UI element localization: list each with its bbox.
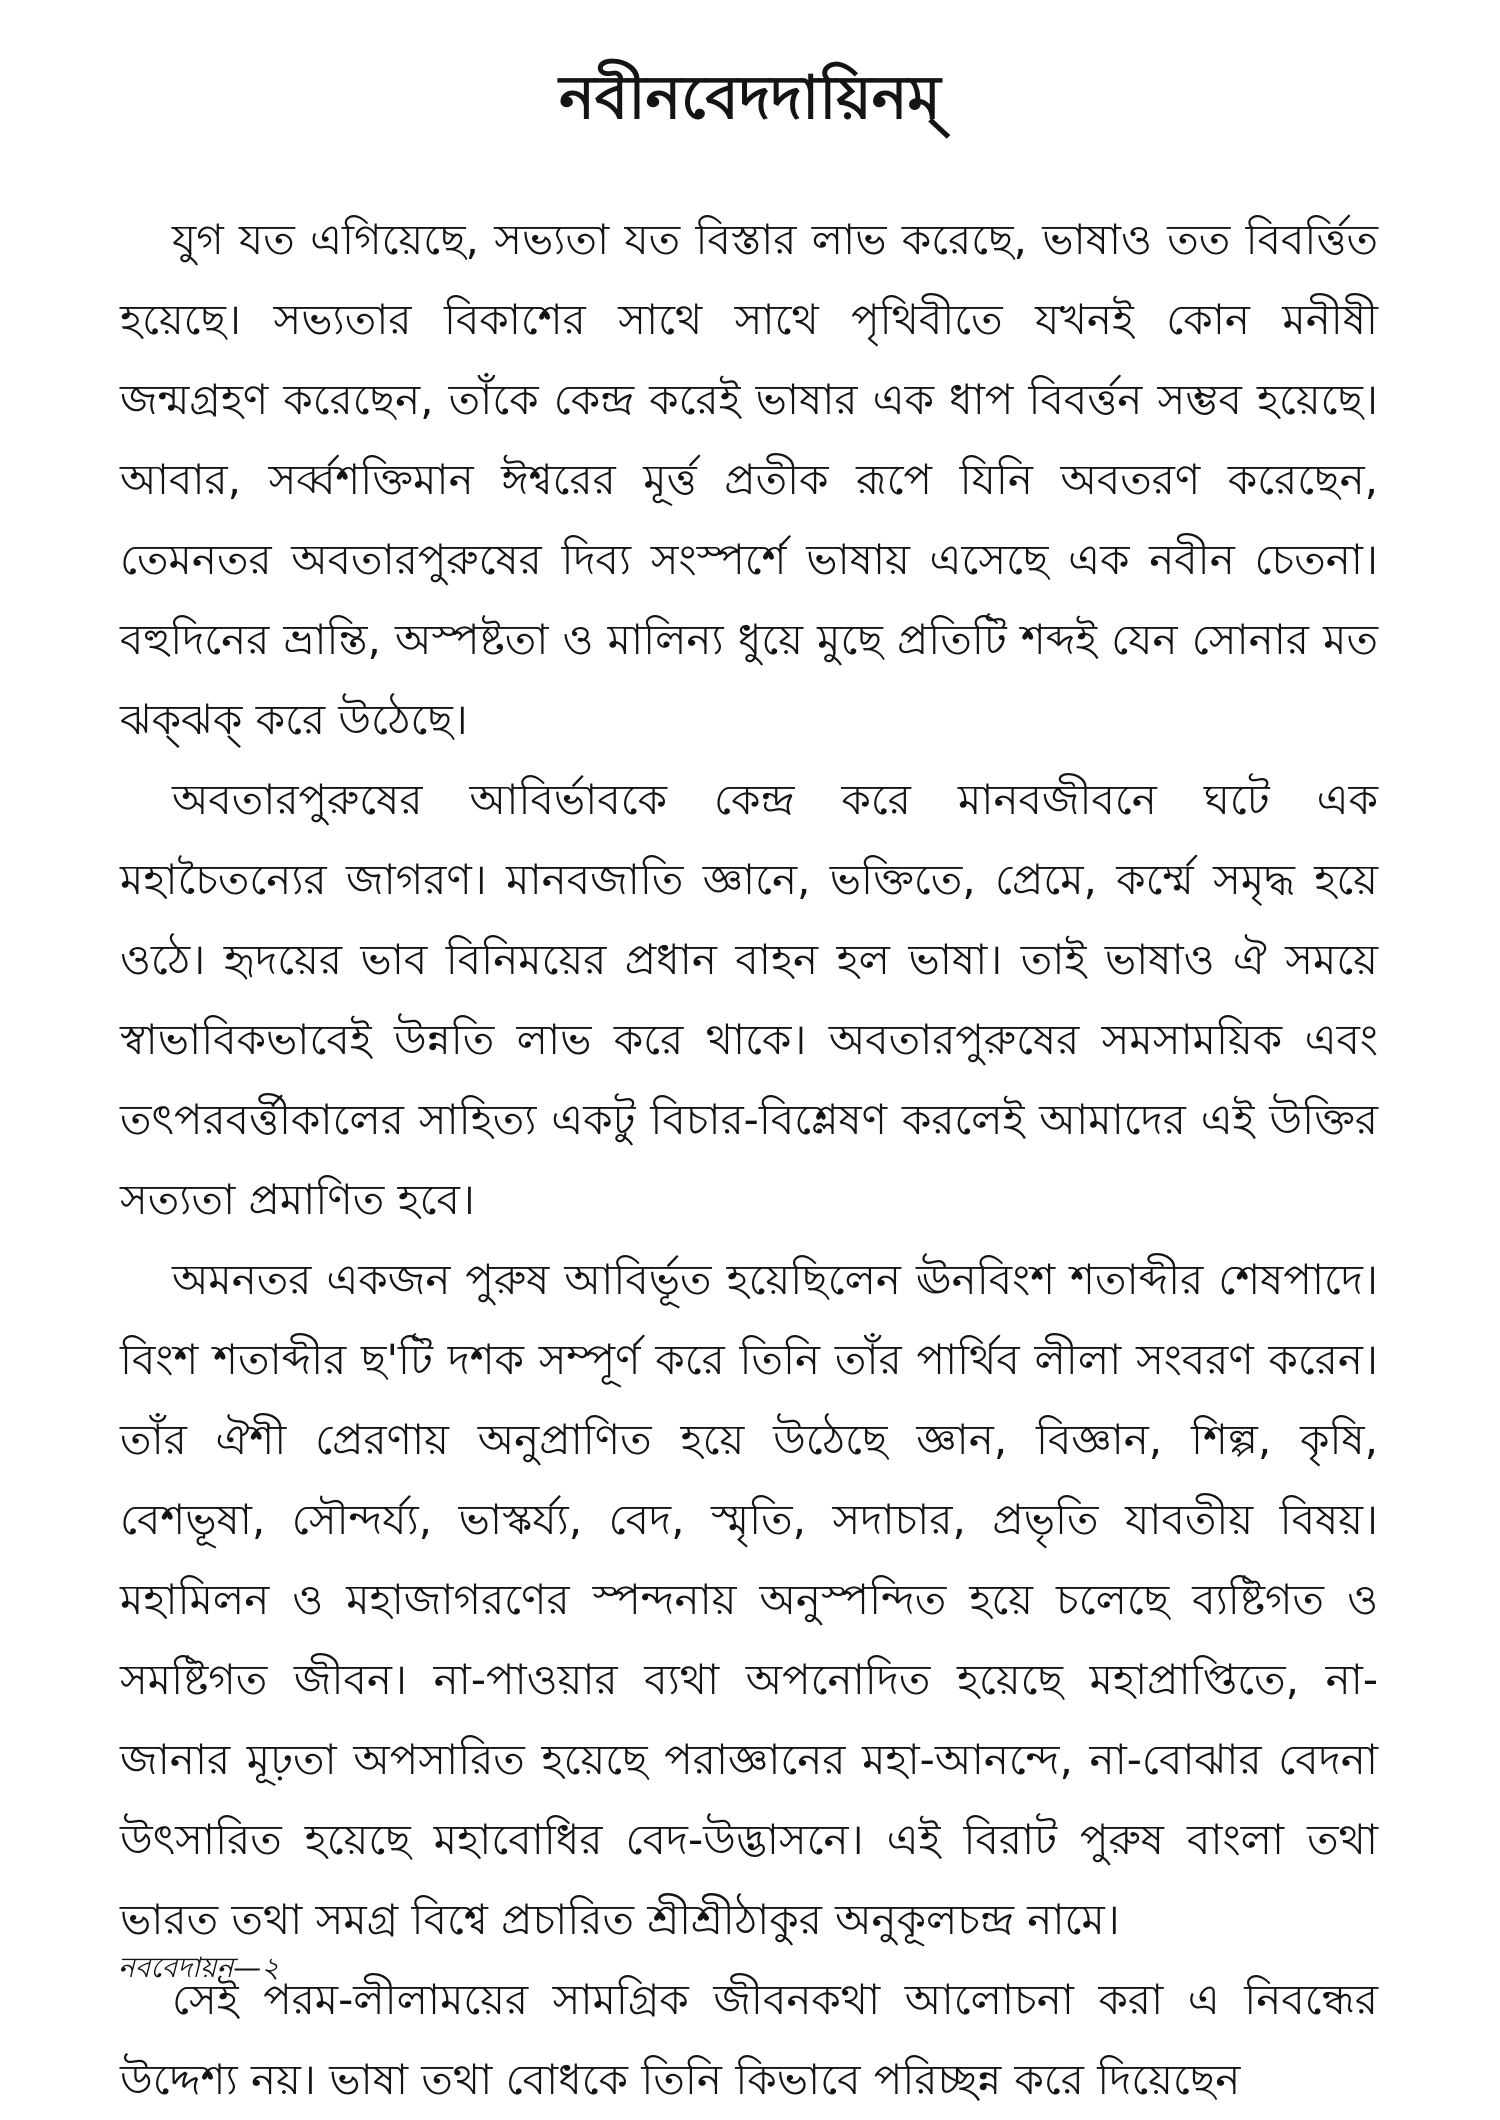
page-footer: নববেদায়ন—২ <box>118 1951 280 1984</box>
paragraph-1: যুগ যত এগিয়েছে, সভ্যতা যত বিস্তার লাভ করেছে, ভাষাও তত বিবর্ত্তিত হয়েছে। সভ্যতার বিকাশের সাথে সাথে পৃথিবীতে যখনই কোন মনীষী জন্মগ্রহণ করেছেন, তাঁকে কেন্দ্র করেই ভাষার এক ধাপ বিবর্ত্তন সম্ভব হয়েছে। আবার, সর্ব্বশক্তিমান ঈশ্বরের মূর্ত্ত প্রতীক রূপে যিনি অবতরণ করেছেন, তেমনতর অবতারপুরুষের দিব্য সংস্পর্শে ভাষায় এসেছে এক নবীন চেতনা। বহুদিনের ভ্রান্তি, অস্পষ্টতা ও মালিন্য ধুয়ে মুছে প্রতিটি শব্দই যেন সোনার মত ঝক্‌ঝক্‌ করে উঠেছে। <box>120 215 1378 744</box>
paragraph-3: অমনতর একজন পুরুষ আবির্ভূত হয়েছিলেন ঊনবিংশ শতাব্দীর শেষপাদে। বিংশ শতাব্দীর ছ'টি দশক সম্পূর্ণ করে তিনি তাঁর পার্থিব লীলা সংবরণ করেন। তাঁর ঐশী প্রেরণায় অনুপ্রাণিত হয়ে উঠেছে জ্ঞান, বিজ্ঞান, শিল্প, কৃষি, বেশভূষা, সৌন্দর্য্য, ভাস্কর্য্য, বেদ, স্মৃতি, সদাচার, প্রভৃতি যাবতীয় বিষয়। মহামিলন ও মহাজাগরণের স্পন্দনায় অনুস্পন্দিত হয়ে চলেছে ব্যষ্টিগত ও সমষ্টিগত জীবন। না-পাওয়ার ব্যথা অপনোদিত হয়েছে মহাপ্রাপ্তিতে, না-জানার মূঢ়তা অপসারিত হয়েছে পরাজ্ঞানের মহা-আনন্দে, না-বোঝার বেদনা উৎসারিত হয়েছে মহাবোধির বেদ-উদ্ভাসনে। এই বিরাট পুরুষ বাংলা তথা ভারত তথা সমগ্র বিশ্বে প্রচারিত শ্রীশ্রীঠাকুর অনুকূলচন্দ্র নামে। <box>120 1255 1378 1944</box>
paragraph-2: অবতারপুরুষের আবির্ভাবকে কেন্দ্র করে মানবজীবনে ঘটে এক মহাচৈতন্যের জাগরণ। মানবজাতি জ্ঞানে, ভক্তিতে, প্রেমে, কর্ম্মে সমৃদ্ধ হয়ে ওঠে। হৃদয়ের ভাব বিনিময়ের প্রধান বাহন হল ভাষা। তাই ভাষাও ঐ সময়ে স্বাভাবিকভাবেই উন্নতি লাভ করে থাকে। অবতারপুরুষের সমসাময়িক এবং তৎপরবর্ত্তীকালের সাহিত্য একটু বিচার-বিশ্লেষণ করলেই আমাদের এই উক্তির সত্যতা প্রমাণিত হবে। <box>120 775 1378 1224</box>
paragraph-4: সেই পরম-লীলাময়ের সামগ্রিক জীবনকথা আলোচনা করা এ নিবন্ধের উদ্দেশ্য নয়। ভাষা তথা বোধকে তিনি কিভাবে পরিচ্ছন্ন করে দিয়েছেন <box>120 1975 1378 2104</box>
page-title: নবীনবেদদায়িনম্ <box>559 63 941 133</box>
body-text <box>120 200 1378 2120</box>
